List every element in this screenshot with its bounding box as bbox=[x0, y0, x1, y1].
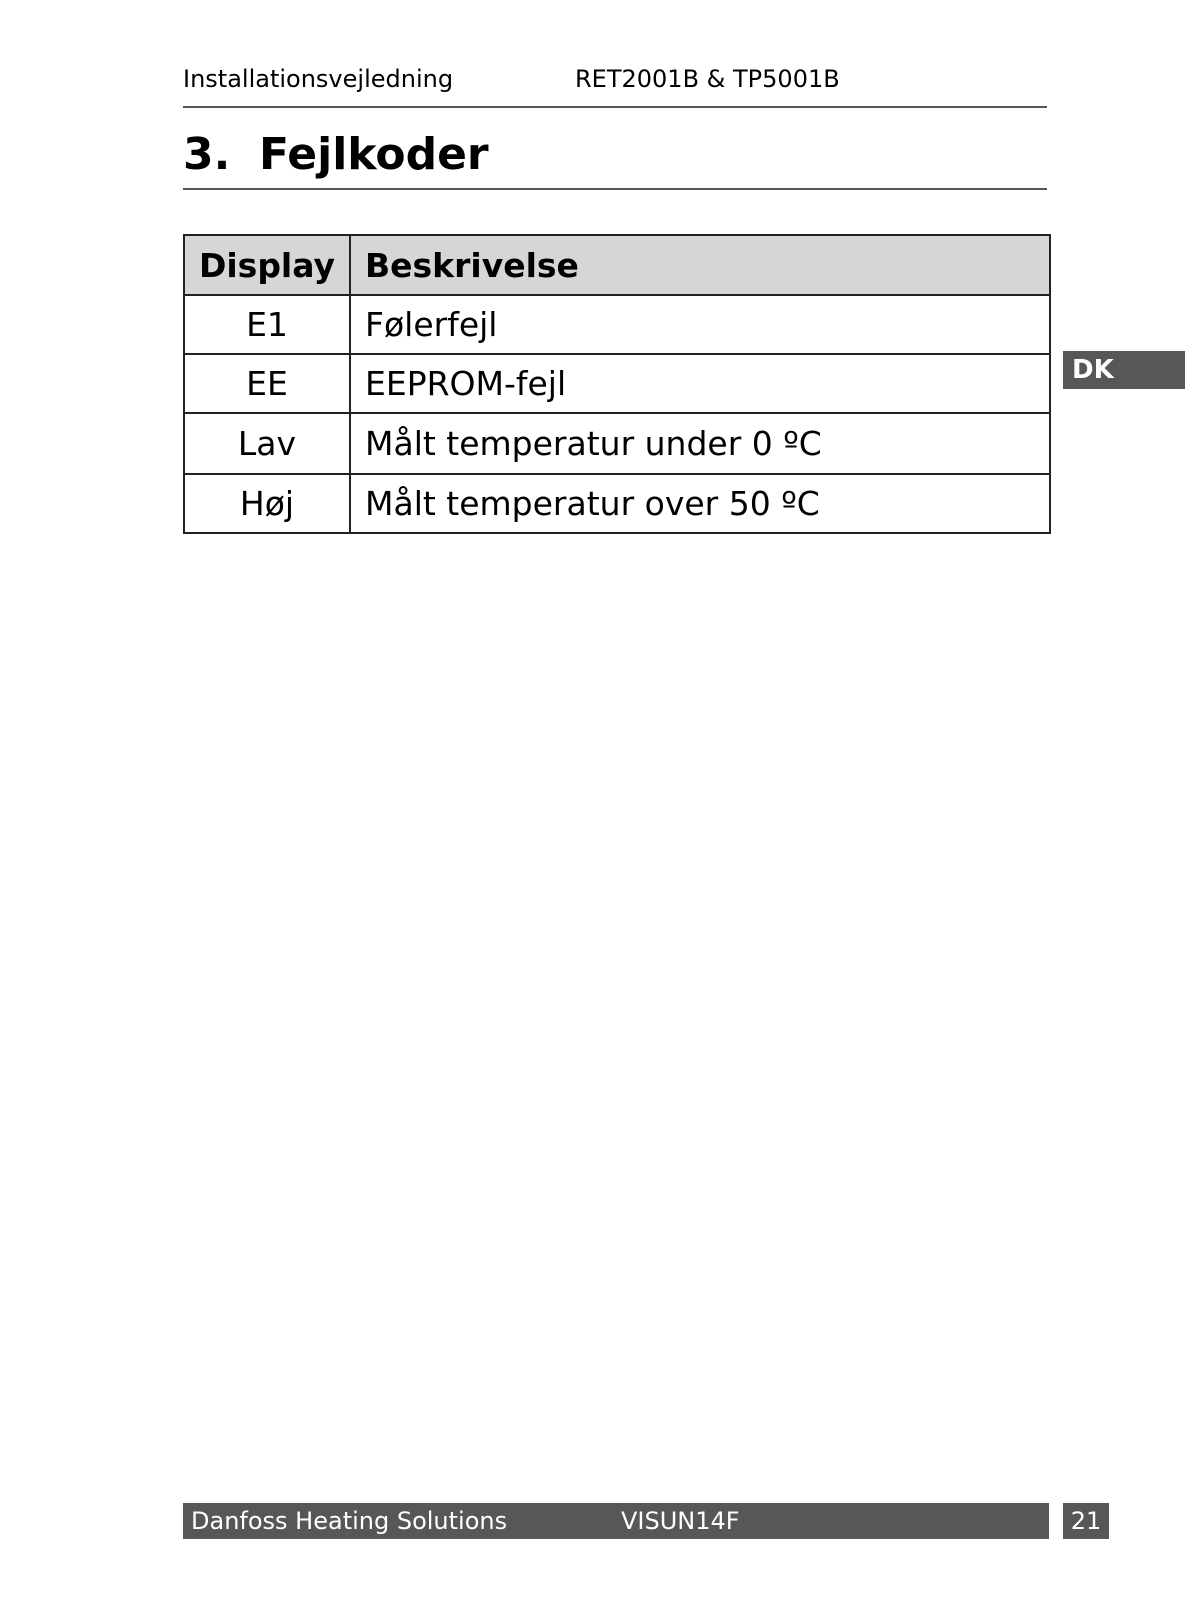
page-header bbox=[183, 62, 1047, 108]
table-row bbox=[184, 354, 1050, 413]
error-description: Målt temperatur under 0 ºC bbox=[350, 413, 1050, 474]
error-code-table bbox=[183, 234, 1051, 534]
table-row bbox=[184, 474, 1050, 533]
column-header-description: Beskrivelse bbox=[350, 235, 1050, 295]
error-code: E1 bbox=[184, 295, 350, 354]
column-header-display: Display bbox=[184, 235, 350, 295]
error-description: Følerfejl bbox=[350, 295, 1050, 354]
table-row bbox=[184, 295, 1050, 354]
section-heading bbox=[183, 122, 1047, 190]
error-code: Høj bbox=[184, 474, 350, 533]
table-row bbox=[184, 413, 1050, 474]
footer-bar bbox=[183, 1503, 1049, 1539]
language-tab: DK bbox=[1063, 351, 1185, 389]
error-description: EEPROM-fejl bbox=[350, 354, 1050, 413]
section-number: 3. bbox=[183, 129, 231, 180]
document-type: Installationsvejledning bbox=[183, 65, 454, 93]
error-code: Lav bbox=[184, 413, 350, 474]
footer-document-code: VISUN14F bbox=[621, 1507, 740, 1535]
table-header-row bbox=[184, 235, 1050, 295]
error-description: Målt temperatur over 50 ºC bbox=[350, 474, 1050, 533]
product-models: RET2001B & TP5001B bbox=[575, 65, 840, 93]
error-code: EE bbox=[184, 354, 350, 413]
page-number: 21 bbox=[1063, 1503, 1109, 1539]
section-title: Fejlkoder bbox=[259, 129, 489, 180]
footer-company: Danfoss Heating Solutions bbox=[191, 1507, 508, 1535]
